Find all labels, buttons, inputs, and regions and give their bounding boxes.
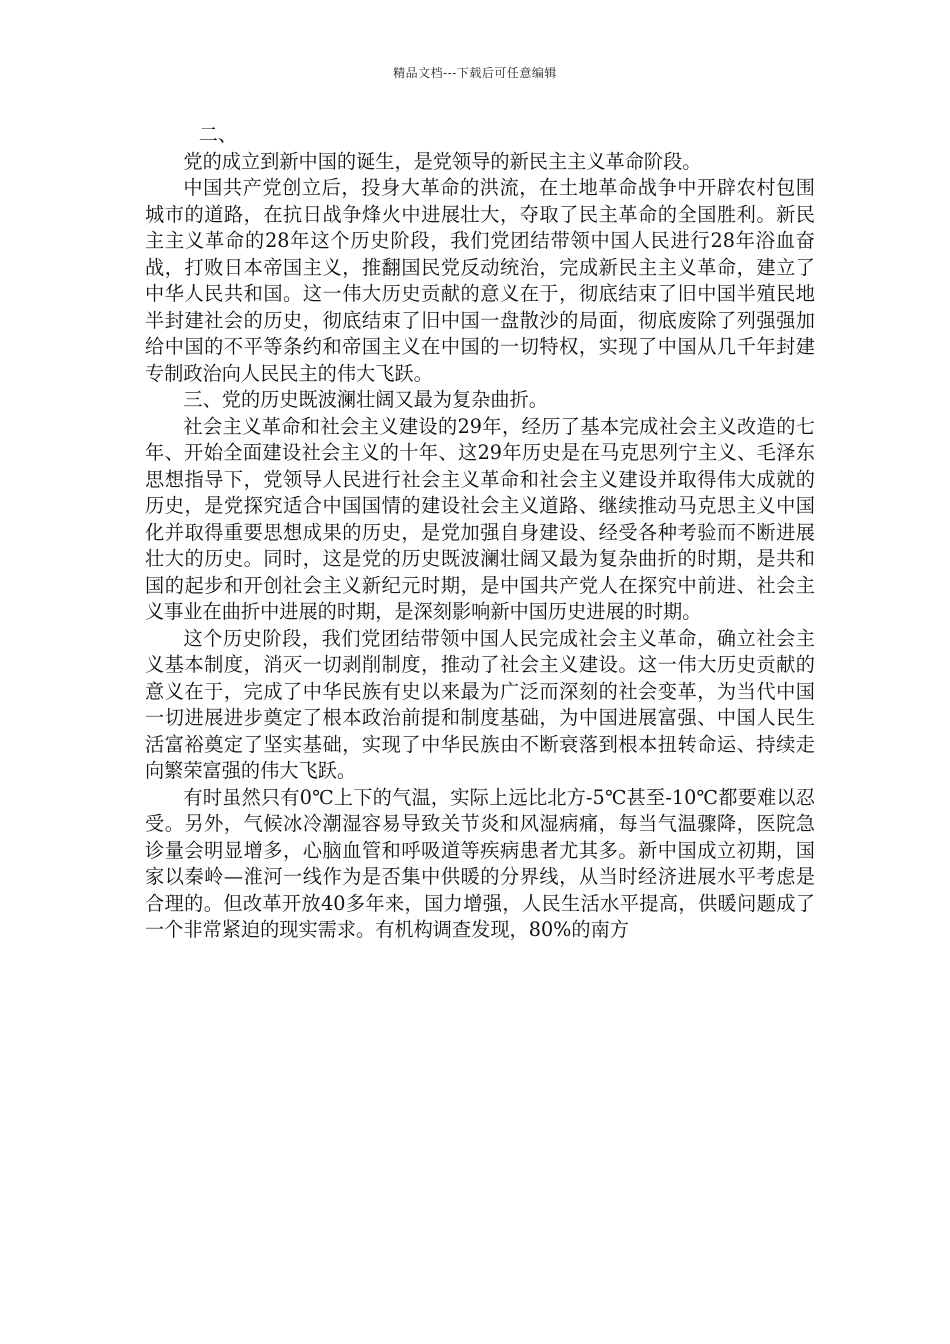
- paragraph-socialist-construction: 社会主义革命和社会主义建设的29年，经历了基本完成社会主义改造的七年、开始全面建设社会主义的十年、这29年历史是在马克思列宁主义、毛泽东思想指导下，党领导人民进行社会主义革命和社会主义建设并取得伟大成就的历史，是党探究适合中国国情的建设社会主义道路、继续推动马克思主义中国化并取得重要思想成果的历史，是党加强自身建设、经受各种考验而不断进展壮大的历史。同时，这是党的历史既波澜壮阔又最为复杂曲折的时期，是共和国的起步和开创社会主义新纪元时期，是中国共产党人在探究中前进、社会主义事业在曲折中进展的时期，是深刻影响新中国历史进展的时期。: [145, 414, 815, 623]
- section-heading-three: 三、党的历史既波澜壮阔又最为复杂曲折。: [183, 388, 548, 411]
- document-body: [145, 122, 815, 944]
- paragraph-historical-stage: 这个历史阶段，我们党团结带领中国人民完成社会主义革命，确立社会主义基本制度，消灭一切剥削制度，推动了社会主义建设。这一伟大历史贡献的意义在于，完成了中华民族有史以来最为广泛而深刻的社会变革，为当代中国一切进展进步奠定了根本政治前提和制度基础，为中国进展富强、中国人民生活富裕奠定了坚实基础，实现了中华民族由不断衰落到根本扭转命运、持续走向繁荣富强的伟大飞跃。: [145, 626, 815, 782]
- page-header: 精品文档---下载后可任意编辑: [393, 66, 557, 80]
- paragraph-new-democratic-revolution: 中国共产党创立后，投身大革命的洪流，在土地革命战争中开辟农村包围城市的道路，在抗日战争烽火中进展壮大，夺取了民主革命的全国胜利。新民主主义革命的28年这个历史阶段，我们党团结带领中国人民进行28年浴血奋战，打败日本帝国主义，推翻国民党反动统治，完成新民主主义革命，建立了中华人民共和国。这一伟大历史贡献的意义在于，彻底结束了旧中国半殖民地半封建社会的历史，彻底结束了旧中国一盘散沙的局面，彻底废除了列强强加给中国的不平等条约和帝国主义在中国的一切特权，实现了中国从几千年封建专制政治向人民民主的伟大飞跃。: [145, 176, 815, 385]
- paragraph-intro: 党的成立到新中国的诞生，是党领导的新民主主义革命阶段。: [183, 149, 702, 173]
- paragraph-heating: 有时虽然只有0℃上下的气温，实际上远比北方-5℃甚至-10℃都要难以忍受。另外，气候冰冷潮湿容易导致关节炎和风湿病痛，每当气温骤降，医院急诊量会明显增多，心脑血管和呼吸道等疾病患者尤其多。新中国成立初期，国家以秦岭—淮河一线作为是否集中供暖的分界线，从当时经济进展水平考虑是合理的。但改革开放40多年来，国力增强，人民生活水平提高，供暖问题成了一个非常紧迫的现实需求。有机构调查发现，80%的南方: [145, 785, 815, 941]
- section-heading-two: 二、: [198, 123, 238, 146]
